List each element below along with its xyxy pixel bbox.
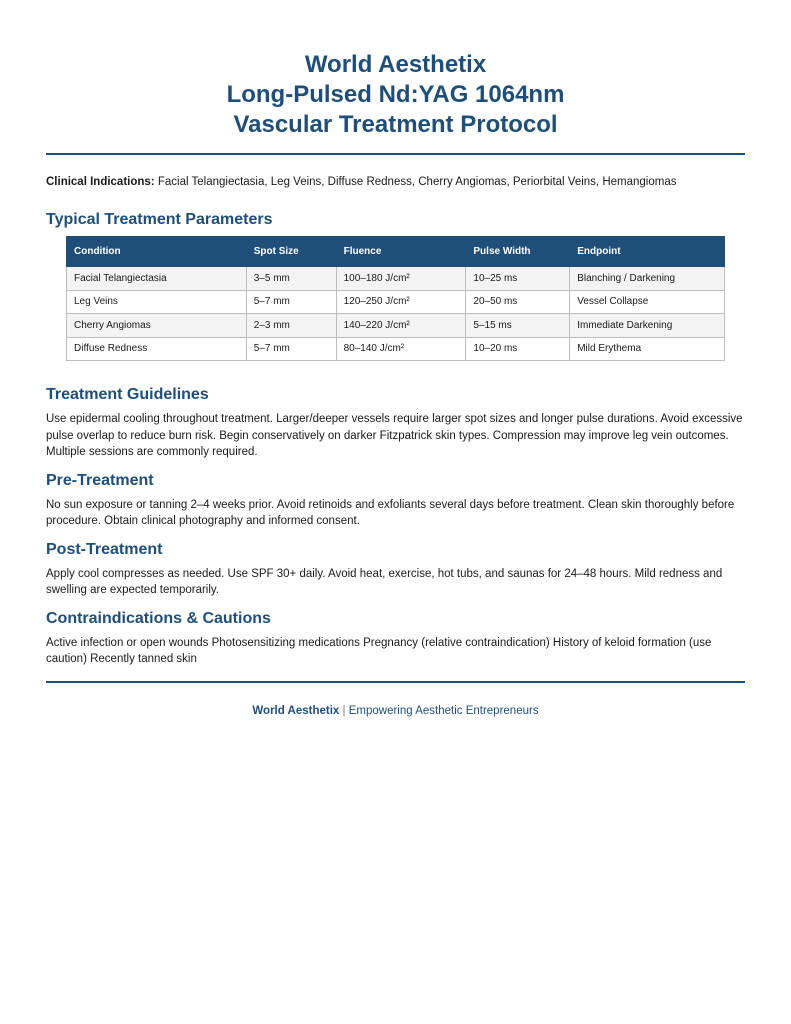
- contraindications-text: Active infection or open wounds Photosensitizing medications Pregnancy (relative contraindication) History of keloid formation (use caution) Recently tanned skin: [46, 636, 712, 665]
- footer-brand: World Aesthetix: [252, 704, 340, 717]
- column-header-condition: Condition: [67, 237, 247, 267]
- cell-fluence: 100–180 J/cm²: [336, 267, 466, 291]
- cell-pulse-width: 20–50 ms: [466, 290, 570, 314]
- post-treatment-section: [46, 540, 745, 599]
- cell-condition: Diffuse Redness: [67, 337, 247, 361]
- footer: [46, 705, 745, 717]
- title-line-3: Vascular Treatment Protocol: [233, 111, 558, 138]
- post-treatment-heading: Post-Treatment: [46, 540, 163, 558]
- column-header-endpoint: Endpoint: [570, 237, 725, 267]
- footer-separator: |: [342, 704, 346, 717]
- cell-condition: Leg Veins: [67, 290, 247, 314]
- pre-treatment-section: [46, 471, 745, 530]
- table-header-row: [67, 237, 725, 267]
- cell-fluence: 120–250 J/cm²: [336, 290, 466, 314]
- guidelines-section: [46, 385, 745, 461]
- pre-treatment-text: No sun exposure or tanning 2–4 weeks prior. Avoid retinoids and exfoliants several days before treatment. Clean skin thoroughly before procedure. Obtain clinical photography and informed consent.: [46, 498, 735, 527]
- column-header-spot-size: Spot Size: [246, 237, 336, 267]
- title-line-1: World Aesthetix: [304, 51, 487, 78]
- column-header-pulse-width: Pulse Width: [466, 237, 570, 267]
- contraindications-section: [46, 609, 745, 668]
- table-row: [67, 267, 725, 291]
- parameters-heading: Typical Treatment Parameters: [46, 211, 273, 228]
- pre-treatment-heading: Pre-Treatment: [46, 471, 154, 489]
- footer-divider: [46, 681, 745, 683]
- cell-pulse-width: 10–25 ms: [466, 267, 570, 291]
- cell-endpoint: Vessel Collapse: [570, 290, 725, 314]
- document-page: [46, 0, 745, 717]
- cell-condition: Facial Telangiectasia: [67, 267, 247, 291]
- table-row: [67, 337, 725, 361]
- table-row: [67, 290, 725, 314]
- cell-endpoint: Immediate Darkening: [570, 314, 725, 338]
- cell-spot-size: 5–7 mm: [246, 290, 336, 314]
- header-divider: [46, 153, 745, 155]
- cell-fluence: 140–220 J/cm²: [336, 314, 466, 338]
- cell-pulse-width: 5–15 ms: [466, 314, 570, 338]
- cell-spot-size: 5–7 mm: [246, 337, 336, 361]
- table-row: [67, 314, 725, 338]
- cell-pulse-width: 10–20 ms: [466, 337, 570, 361]
- post-treatment-text: Apply cool compresses as needed. Use SPF 30+ daily. Avoid heat, exercise, hot tubs, and saunas for 24–48 hours. Mild redness and swelling are expected temporarily.: [46, 567, 723, 596]
- guidelines-heading: Treatment Guidelines: [46, 386, 209, 403]
- document-title: [46, 50, 745, 140]
- cell-spot-size: 3–5 mm: [246, 267, 336, 291]
- cell-endpoint: Blanching / Darkening: [570, 267, 725, 291]
- cell-condition: Cherry Angiomas: [67, 314, 247, 338]
- column-header-fluence: Fluence: [336, 237, 466, 267]
- clinical-indications-text: Facial Telangiectasia, Leg Veins, Diffuse Redness, Cherry Angiomas, Periorbital Veins, Hemangiomas: [157, 176, 677, 188]
- cell-fluence: 80–140 J/cm²: [336, 337, 466, 361]
- title-line-2: Long-Pulsed Nd:YAG 1064nm: [226, 81, 565, 108]
- footer-tagline: Empowering Aesthetic Entrepreneurs: [348, 704, 539, 717]
- contraindications-heading: Contraindications & Cautions: [46, 609, 271, 627]
- cell-spot-size: 2–3 mm: [246, 314, 336, 338]
- parameters-table: [66, 236, 725, 361]
- clinical-indications-label: Clinical Indications:: [46, 176, 155, 188]
- cell-endpoint: Mild Erythema: [570, 337, 725, 361]
- clinical-indications: [46, 175, 745, 190]
- guidelines-text: Use epidermal cooling throughout treatment. Larger/deeper vessels require larger spot sizes and longer pulse durations. Avoid excessive pulse overlap to reduce burn risk. Begin conservatively on darker Fitzpatrick skin types. Compression may improve leg vein outcomes. Multiple sessions are commonly required.: [46, 413, 743, 458]
